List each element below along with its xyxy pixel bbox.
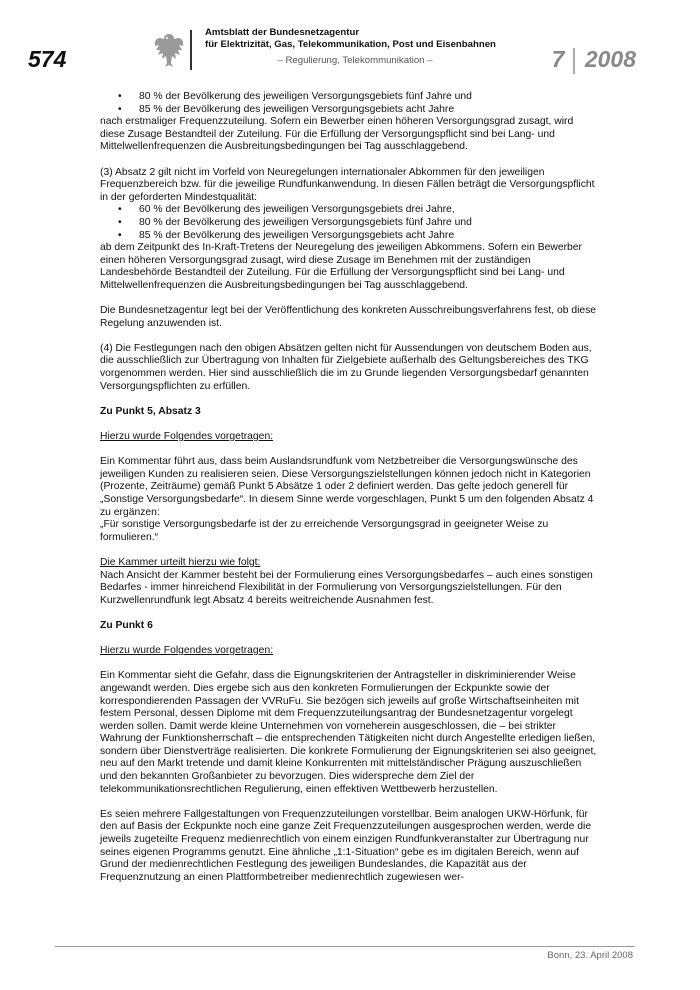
journal-title-line1: Amtsblatt der Bundesnetzagentur (205, 27, 360, 38)
subheading: Die Kammer urteilt hierzu wie folgt: (100, 556, 261, 568)
list-item: • 60 % der Bevölkerung des jeweiligen Versorgungsgebiets drei Jahre, (100, 204, 600, 217)
bullet-list-mid (100, 204, 600, 242)
list-item: • 85 % der Bevölkerung des jeweiligen Versorgungsgebiets acht Jahre (100, 104, 600, 117)
paragraph: ab dem Zeitpunkt des In-Kraft-Tretens der Neuregelung des jeweiligen Abkommens. Sofern ein Bewerber einen höheren Versorgungsgrad zusagt, wird diese Zusage im Benehmen mit der zuständigen Landesbehörde Bestandteil der Zuteilung. Für die Erfüllung der Versorgungspflicht sind bei Lang- und Mittelwellenfrequenzen die Ausbreitungsbedingungen bei Tag ausschlaggebend. (100, 242, 583, 291)
issue-year: 2008 (584, 46, 636, 72)
journal-title (205, 27, 535, 67)
list-item: • 85 % der Bevölkerung des jeweiligen Versorgungsgebiets acht Jahre (100, 230, 600, 243)
journal-title-line2: für Elektrizität, Gas, Telekommunikation, Post und Eisenbahnen (205, 39, 496, 50)
paragraph: Die Bundesnetzagentur legt bei der Veröffentlichung des konkreten Ausschreibungsverfahrens fest, ob diese Regelung anzuwenden ist. (100, 305, 597, 329)
quote-paragraph: „Für sonstige Versorgungsbedarfe ist der zu erreichende Versorgungsgrad in geeigneter Weise zu formulieren.“ (100, 519, 549, 543)
header-divider (190, 30, 192, 70)
paragraph: Nach Ansicht der Kammer besteht bei der Formulierung eines Versorgungsbedarfes – auch eines sonstigen Bedarfes - immer hinreichend Flexibilität in der Formulierung von Versorgungszielstellungen. Für den Kurzwellenrundfunk legt Absatz 4 bereits weitreichende Ausnahmen fest. (100, 569, 593, 606)
document-body (100, 91, 600, 897)
footer-divider (55, 946, 635, 947)
issue-number: 7 (551, 46, 565, 72)
issue-divider (573, 48, 575, 74)
issue-label (552, 46, 636, 73)
paragraph: (3) Absatz 2 gilt nicht im Vorfeld von Neuregelungen internationaler Abkommen für den jeweiligen Frequenzbereich bzw. für die jeweilige Rundfunkanwendung. In diesen Fällen beträgt die Versorgungspflicht in der geforderten Mindestqualität: (100, 166, 595, 203)
footer-date: Bonn, 23. April 2008 (547, 950, 633, 961)
paragraph: (4) Die Festlegungen nach den obigen Absätzen gelten nicht für Aussendungen von deutschem Boden aus, die ausschließlich zur Übertragung von Inhalten für Zielgebiete außerhalb des Geltungsbereiches des TKG vorgenommen werden. Hier sind ausschließlich die im zu Grunde liegenden Versorgungsbedarf genannten Versorgungspflichten zu erfüllen. (100, 342, 592, 392)
list-item: • 80 % der Bevölkerung des jeweiligen Versorgungsgebiets fünf Jahre und (100, 217, 600, 230)
paragraph: Es seien mehrere Fallgestaltungen von Frequenzzuteilungen vorstellbar. Beim analogen UKW-Hörfunk, für den auf Basis der Eckpunkte noch eine ganze Zeit Frequenzzuteilungen ausgesprochen werden, werde die jeweils zugeteilte Frequenz medienrechtlich von einem einzigen Rundfunkveranstalter zur Übertragung nur seines eigenen Programms genutzt. Eine ähnliche „1:1-Situation“ gebe es im digitalen Bereich, wenn auf Grund der medienrechtlichen Festlegung des jeweiligen Bundeslandes, die Kapazität aus der Frequenznutzung an einen Plattformbetreiber medienrechtlich zugewiesen wer- (100, 808, 592, 883)
paragraph: nach erstmaliger Frequenzzuteilung. Sofern ein Bewerber einen höheren Versorgungsgrad zusagt, wird diese Zusage Bestandteil der Zuteilung. Für die Erfüllung der Versorgungspflicht sind bei Lang- und Mittelwellenfrequenzen die Ausbreitungsbedingungen bei Tag ausschlaggebend. (100, 116, 574, 153)
federal-eagle-icon (150, 30, 188, 70)
subheading: Hierzu wurde Folgendes vorgetragen: (100, 431, 274, 443)
section-heading: Zu Punkt 5, Absatz 3 (100, 405, 201, 417)
section-heading: Zu Punkt 6 (100, 619, 153, 631)
subheading: Hierzu wurde Folgendes vorgetragen: (100, 645, 274, 657)
journal-subtitle: – Regulierung, Telekommunikation – (277, 55, 433, 66)
paragraph: Ein Kommentar sieht die Gefahr, dass die Eignungskriterien der Antragsteller in diskriminierender Weise angewandt werden. Dies ergebe sich aus den konkreten Formulierungen der Eckpunkte sowie der korrespondierenden Passagen der VVRuFu. Sie bezögen sich jeweils auf große Wirtschaftseinheiten mit festem Personal, dessen Diplome mit dem Frequenzzuteilungsantrag der Bundesnetzagentur vorgelegt werden sollen. Damit werde kleine Unternehmen von vorneherein ausgeschlossen, die – bei strikter Wahrung der Funktionsherrschaft – die entsprechenden Tätigkeiten nicht durch Angestellte erledigen ließen, sondern über Dienstverträge realisierten. Die konkrete Formulierung der Eignungskriterien sei also geeignet, neu auf den Markt tretende und damit kleine Konkurrenten mit mittelständischer Prägung auszuschließen und den bekannten Großanbieter zu bevorzugen. Dies widerspreche dem Ziel der telekommunikationsrechtlichen Regulierung, einen effektiven Wettbewerb herzustellen. (100, 670, 597, 795)
page-number: 574 (28, 46, 67, 72)
bullet-list-top (100, 91, 600, 116)
list-item: • 80 % der Bevölkerung des jeweiligen Versorgungsgebiets fünf Jahre und (100, 91, 600, 104)
paragraph: Ein Kommentar führt aus, dass beim Auslandsrundfunk vom Netzbetreiber die Versorgungswünsche des jeweiligen Kunden zu realisieren seien. Diese Versorgungszielstellungen können jedoch nicht in Kategorien (Prozente, Zeiträume) gemäß Punkt 5 Absätze 1 oder 2 definiert werden. Das gelte jedoch generell für „Sonstige Versorgungsbedarfe“. In diesem Sinne werde vorgeschlagen, Punkt 5 um den folgenden Absatz 4 zu ergänzen: (100, 456, 594, 518)
